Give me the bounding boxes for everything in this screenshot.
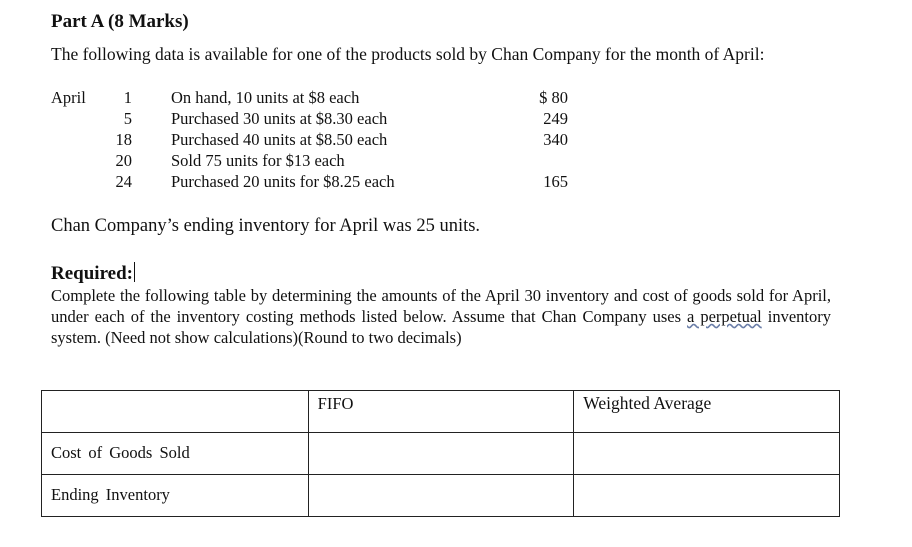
day-label: 24 (115, 172, 132, 191)
cogs-weighted-average-cell[interactable] (574, 433, 840, 475)
spellcheck-flagged-text[interactable]: a perpetual (687, 307, 762, 326)
transaction-amount: 340 (543, 130, 568, 149)
cost-of-goods-sold-label: Cost of Goods Sold (51, 443, 190, 462)
ending-inventory-weighted-average-cell[interactable] (574, 475, 840, 517)
transaction-description: Purchased 40 units at $8.50 each (171, 130, 388, 149)
transaction-amount: $ 80 (539, 88, 568, 107)
inventory-costing-table (41, 390, 840, 517)
day-label: 5 (123, 109, 132, 128)
row-label-cell[interactable] (42, 433, 309, 475)
ending-inventory-label: Ending Inventory (51, 485, 170, 504)
part-heading: Part A (8 Marks) (51, 11, 189, 32)
month-label: April (51, 88, 86, 107)
required-heading (51, 262, 135, 285)
fifo-header: FIFO (317, 394, 354, 413)
row-label-cell[interactable] (42, 475, 309, 517)
transaction-description: Sold 75 units for $13 each (171, 151, 345, 170)
header-cell-weighted-average[interactable] (574, 391, 840, 433)
day-label: 1 (123, 88, 132, 107)
table-row (42, 475, 840, 517)
ending-inventory-note: Chan Company’s ending inventory for April was 25 units. (51, 216, 481, 236)
transaction-description: On hand, 10 units at $8 each (171, 88, 360, 107)
day-label: 18 (115, 130, 132, 149)
day-label: 20 (115, 151, 132, 170)
header-cell-blank[interactable] (42, 391, 309, 433)
transaction-description: Purchased 20 units for $8.25 each (171, 172, 395, 191)
weighted-average-header: Weighted Average (583, 393, 712, 413)
instructions-paragraph (51, 285, 831, 348)
table-header-row (42, 391, 840, 433)
table-row (42, 433, 840, 475)
cogs-fifo-cell[interactable] (308, 433, 574, 475)
text-cursor (134, 262, 135, 282)
transaction-amount: 249 (543, 109, 568, 128)
instructions-text-end: inventory system. (Need not show calculations)(Round to two decimals) (51, 307, 831, 347)
required-label: Required: (51, 263, 133, 284)
intro-text: The following data is available for one of the products sold by Chan Company for the month of April: (51, 44, 765, 64)
instructions-text: Complete the following table by determining the amounts of the April 30 inventory and cost of goods sold for April, under each of the inventory costing methods listed below. Assume that Chan Company uses (51, 286, 831, 326)
ending-inventory-fifo-cell[interactable] (308, 475, 574, 517)
header-cell-fifo[interactable] (308, 391, 574, 433)
transaction-description: Purchased 30 units at $8.30 each (171, 109, 388, 128)
transaction-amount: 165 (543, 172, 568, 191)
